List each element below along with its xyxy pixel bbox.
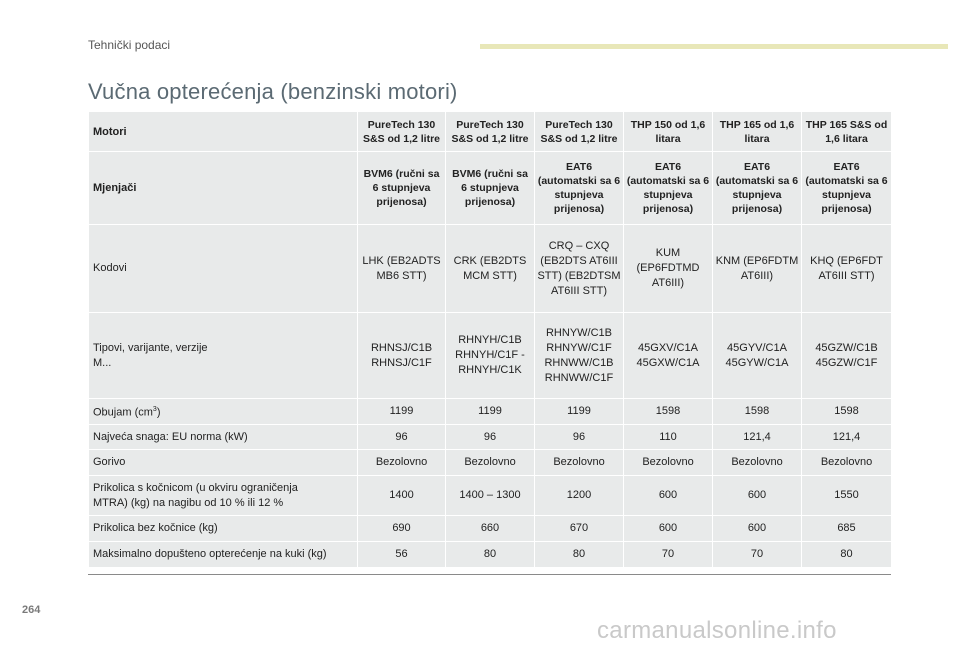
table-cell: BVM6 (ručni sa 6 stupnjeva prijenosa) bbox=[446, 152, 535, 225]
row-label bbox=[89, 476, 358, 516]
table-cell: 96 bbox=[446, 425, 535, 450]
table-cell: 96 bbox=[358, 425, 446, 450]
table-cell: 1598 bbox=[624, 399, 713, 425]
table-cell: KNM (EP6FDTM AT6III) bbox=[713, 225, 802, 313]
table-cell: THP 165 od 1,6 litara bbox=[713, 112, 802, 152]
table-cell: PureTech 130 S&S od 1,2 litre bbox=[358, 112, 446, 152]
table-cell: BVM6 (ručni sa 6 stupnjeva prijenosa) bbox=[358, 152, 446, 225]
table-cell: 1199 bbox=[358, 399, 446, 425]
row-label-text: Obujam (cm bbox=[93, 406, 153, 419]
table-cell: 600 bbox=[624, 476, 713, 516]
table-cell: 121,4 bbox=[802, 425, 892, 450]
table-cell: 600 bbox=[713, 476, 802, 516]
table-cell: 670 bbox=[535, 516, 624, 542]
table-row-obujam bbox=[89, 399, 892, 425]
table-cell: Bezolovno bbox=[535, 450, 624, 476]
table-cell: 1598 bbox=[713, 399, 802, 425]
row-label: Prikolica bez kočnice (kg) bbox=[89, 516, 358, 542]
table-cell: RHNSJ/C1B RHNSJ/C1F bbox=[358, 313, 446, 399]
table-row-motori bbox=[89, 112, 892, 152]
table-cell: Bezolovno bbox=[358, 450, 446, 476]
table-row-kodovi bbox=[89, 225, 892, 313]
table-cell: 70 bbox=[713, 542, 802, 568]
table-cell: 685 bbox=[802, 516, 892, 542]
table-cell: PureTech 130 S&S od 1,2 litre bbox=[535, 112, 624, 152]
table-cell: 56 bbox=[358, 542, 446, 568]
table-cell: 1400 bbox=[358, 476, 446, 516]
row-label-line: M... bbox=[93, 356, 112, 369]
table-cell: Bezolovno bbox=[624, 450, 713, 476]
table-cell: 690 bbox=[358, 516, 446, 542]
table-cell: 1199 bbox=[446, 399, 535, 425]
table-cell: 80 bbox=[802, 542, 892, 568]
table-cell: CRK (EB2DTS MCM STT) bbox=[446, 225, 535, 313]
row-label bbox=[89, 399, 358, 425]
table-cell: RHNYW/C1B RHNYW/C1F RHNWW/C1B RHNWW/C1F bbox=[535, 313, 624, 399]
table-cell: EAT6 (automatski sa 6 stupnjeva prijenosa) bbox=[713, 152, 802, 225]
table-cell: 70 bbox=[624, 542, 713, 568]
table-cell: Bezolovno bbox=[446, 450, 535, 476]
table-cell: 45GZW/C1B 45GZW/C1F bbox=[802, 313, 892, 399]
table-row-snaga bbox=[89, 425, 892, 450]
table-row-gorivo bbox=[89, 450, 892, 476]
table-cell: 1598 bbox=[802, 399, 892, 425]
table-cell: 121,4 bbox=[713, 425, 802, 450]
table-cell: 1199 bbox=[535, 399, 624, 425]
table-row-tipovi bbox=[89, 313, 892, 399]
table-cell: 600 bbox=[624, 516, 713, 542]
row-label-line: Prikolica s kočnicom (u okviru ograničenja bbox=[93, 481, 298, 494]
table-cell: PureTech 130 S&S od 1,2 litre bbox=[446, 112, 535, 152]
row-label-line: Tipovi, varijante, verzije bbox=[93, 341, 208, 354]
row-label: Kodovi bbox=[89, 225, 358, 313]
table-cell: 1400 – 1300 bbox=[446, 476, 535, 516]
table-row-prikolica-bez bbox=[89, 516, 892, 542]
watermark: carmanualsonline.info bbox=[597, 617, 837, 644]
table-row-prikolica-kocnica bbox=[89, 476, 892, 516]
row-label bbox=[89, 313, 358, 399]
table-cell: EAT6 (automatski sa 6 stupnjeva prijenosa) bbox=[624, 152, 713, 225]
row-label: Motori bbox=[89, 112, 358, 152]
table-cell: 1200 bbox=[535, 476, 624, 516]
table-cell: CRQ – CXQ (EB2DTS AT6III STT) (EB2DTSM AT6III STT) bbox=[535, 225, 624, 313]
table-cell: 80 bbox=[535, 542, 624, 568]
table-cell: KUM (EP6FDTMD AT6III) bbox=[624, 225, 713, 313]
table-cell: Bezolovno bbox=[802, 450, 892, 476]
table-cell: 80 bbox=[446, 542, 535, 568]
table-cell: 1550 bbox=[802, 476, 892, 516]
row-label: Mjenjači bbox=[89, 152, 358, 225]
table-row-mjenjaci bbox=[89, 152, 892, 225]
row-label: Maksimalno dopušteno opterećenje na kuki (kg) bbox=[89, 542, 358, 568]
row-label: Najveća snaga: EU norma (kW) bbox=[89, 425, 358, 450]
header-rule bbox=[480, 44, 948, 49]
table-cell: LHK (EB2ADTS MB6 STT) bbox=[358, 225, 446, 313]
table-cell: 45GYV/C1A 45GYW/C1A bbox=[713, 313, 802, 399]
table-cell: 96 bbox=[535, 425, 624, 450]
table-cell: 45GXV/C1A 45GXW/C1A bbox=[624, 313, 713, 399]
table-bottom-rule bbox=[88, 574, 891, 575]
table-row-kuka bbox=[89, 542, 892, 568]
page-number: 264 bbox=[22, 604, 41, 616]
table-cell: THP 150 od 1,6 litara bbox=[624, 112, 713, 152]
page-title: Vučna opterećenja (benzinski motori) bbox=[88, 78, 458, 104]
row-label: Gorivo bbox=[89, 450, 358, 476]
table-cell: 600 bbox=[713, 516, 802, 542]
section-label: Tehnički podaci bbox=[88, 38, 171, 52]
row-label-line: MTRA) (kg) na nagibu od 10 % ili 12 % bbox=[93, 496, 284, 509]
row-label-text: ) bbox=[156, 406, 161, 419]
towing-loads-table bbox=[88, 111, 892, 568]
table-cell: EAT6 (automatski sa 6 stupnjeva prijenosa) bbox=[802, 152, 892, 225]
table-cell: Bezolovno bbox=[713, 450, 802, 476]
table-cell: RHNYH/C1B RHNYH/C1F - RHNYH/C1K bbox=[446, 313, 535, 399]
table-cell: EAT6 (automatski sa 6 stupnjeva prijenosa) bbox=[535, 152, 624, 225]
table-cell: THP 165 S&S od 1,6 litara bbox=[802, 112, 892, 152]
table-cell: 660 bbox=[446, 516, 535, 542]
table-cell: 110 bbox=[624, 425, 713, 450]
table-cell: KHQ (EP6FDT AT6III STT) bbox=[802, 225, 892, 313]
superscript: 3 bbox=[152, 406, 157, 414]
